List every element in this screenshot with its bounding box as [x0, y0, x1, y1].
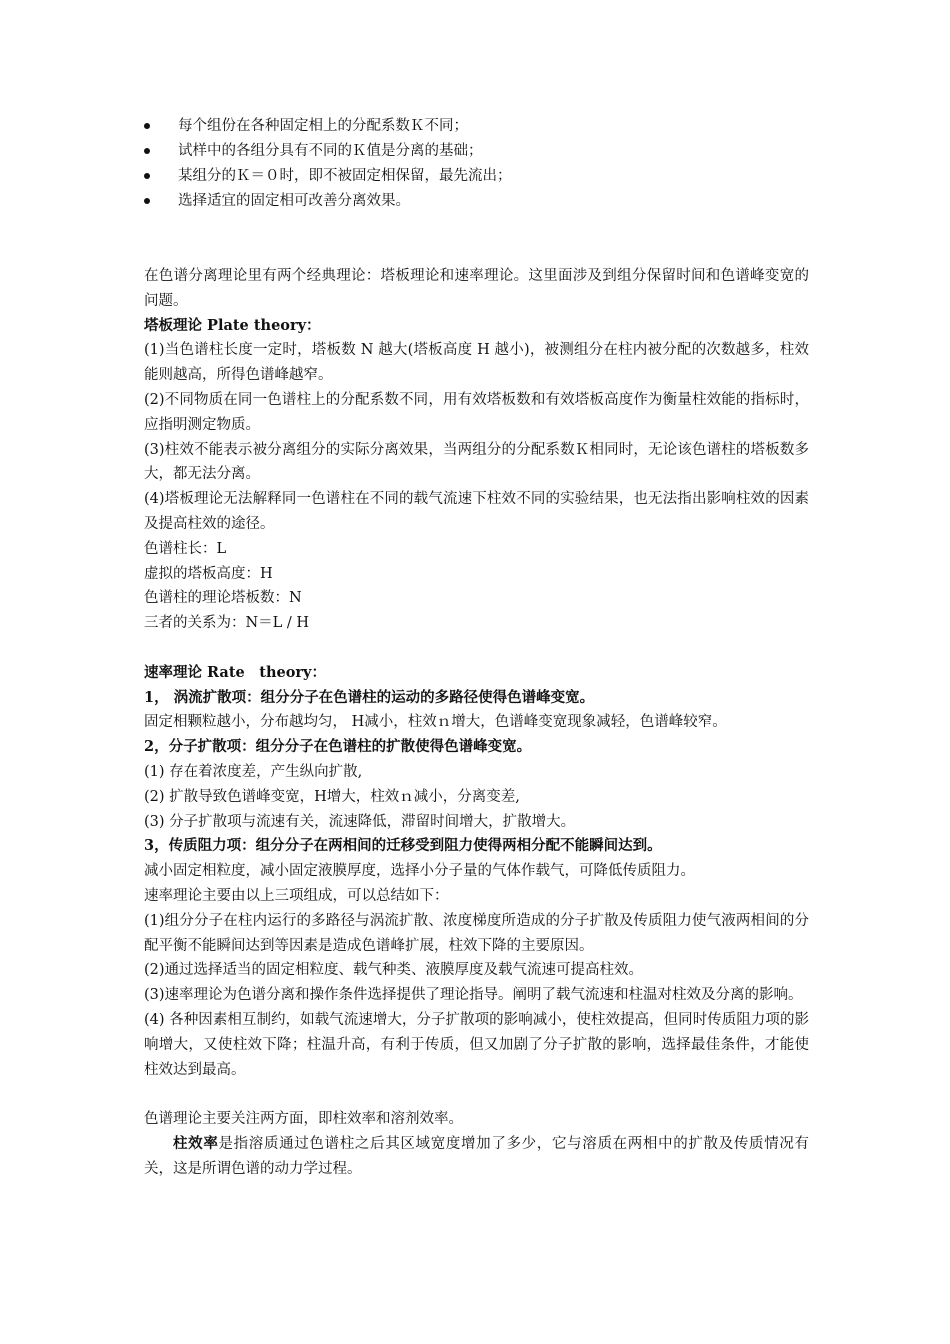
rate-summary-intro: 速率理论主要由以上三项组成，可以总结如下：: [144, 887, 449, 904]
body-text: [144, 264, 809, 1181]
closing-term-rest: 是指溶质通过色谱柱之后其区域宽度增加了多少，它与溶质在两相中的扩散及传质情况有关，这是所谓色谱的动力学过程。: [144, 1135, 810, 1177]
rate-summary-point: (3)速率理论为色谱分离和操作条件选择提供了理论指导。阐明了载气流速和柱温对柱效及分离的影响。: [144, 987, 803, 1004]
bullet-dot-icon: [144, 198, 150, 204]
bullet-text: 某组分的Ｋ＝０时，即不被固定相保留，最先流出；: [178, 168, 512, 184]
closing-paragraph: [144, 1132, 809, 1182]
spacer: [144, 636, 809, 661]
closing-term: 柱效率: [173, 1134, 219, 1152]
plate-definition: 色谱柱的理论塔板数：N: [144, 590, 302, 607]
rate-summary-point: (1)组分分子在柱内运行的多路径与涡流扩散、浓度梯度所造成的分子扩散及传质阻力使气液两相间的分配平衡不能瞬间达到等因素是造成色谱峰扩展，柱效下降的主要原因。: [144, 912, 809, 954]
rate-summary-point: (4) 各种因素相互制约，如载气流速增大，分子扩散项的影响减小，使柱效提高，但同时传质阻力项的影响增大，又使柱效下降；柱温升高，有利于传质，但又加剧了分子扩散的影响，选择最佳条件，才能使柱效达到最高。: [144, 1011, 809, 1078]
bullet-text: 每个组份在各种固定相上的分配系数Ｋ不同；: [178, 118, 468, 134]
plate-definition: 色谱柱长：L: [144, 540, 227, 557]
plate-theory-heading: 塔板理论 Plate theory：: [144, 316, 321, 334]
rate-item-title: 1， 涡流扩散项：组分分子在色谱柱的运动的多路径使得色谱峰变宽。: [144, 688, 595, 706]
intro-paragraph: 在色谱分离理论里有两个经典理论：塔板理论和速率理论。这里面涉及到组分保留时间和色谱峰变宽的问题。: [144, 268, 809, 309]
plate-point: (4)塔板理论无法解释同一色谱柱在不同的载气流速下柱效不同的实验结果，也无法指出影响柱效的因素及提高柱效的途径。: [144, 491, 809, 532]
plate-point: (1)当色谱柱长度一定时，塔板数 N 越大(塔板高度 H 越小)，被测组分在柱内被分配的次数越多，柱效能则越高，所得色谱峰越窄。: [144, 342, 809, 384]
plate-point: (2)不同物质在同一色谱柱上的分配系数不同，用有效塔板数和有效塔板高度作为衡量柱效能的指标时，应指明测定物质。: [144, 391, 809, 433]
plate-point: (3)柱效不能表示被分离组分的实际分离效果，当两组分的分配系数Ｋ相同时，无论该色谱柱的塔板数多大，都无法分离。: [144, 441, 809, 483]
bullet-item: [144, 139, 824, 164]
closing-line: 色谱理论主要关注两方面，即柱效率和溶剂效率。: [144, 1111, 463, 1128]
rate-item-title: 2，分子扩散项：组分分子在色谱柱的扩散使得色谱峰变宽。: [144, 738, 532, 756]
rate-item-point: (3) 分子扩散项与流速有关，流速降低，滞留时间增大，扩散增大。: [144, 813, 576, 830]
bullet-dot-icon: [144, 148, 150, 154]
rate-item-text: 减小固定相粒度，减小固定液膜厚度，选择小分子量的气体作载气，可降低传质阻力。: [144, 863, 695, 880]
plate-definition: 虚拟的塔板高度：H: [144, 565, 273, 582]
bullet-item: [144, 114, 824, 139]
bullet-item: [144, 164, 824, 189]
rate-item-title: 3，传质阻力项：组分分子在两相间的迁移受到阻力使得两相分配不能瞬间达到。: [144, 837, 662, 855]
rate-item-text: 固定相颗粒越小，分布越均匀， H减小，柱效ｎ增大，色谱峰变宽现象减轻，色谱峰较窄。: [144, 714, 727, 731]
bullet-dot-icon: [144, 173, 150, 179]
rate-summary-point: (2)通过选择适当的固定相粒度、载气种类、液膜厚度及载气流速可提高柱效。: [144, 962, 644, 979]
bullet-dot-icon: [144, 123, 150, 129]
bullet-text: 选择适宜的固定相可改善分离效果。: [178, 193, 410, 209]
bullet-text: 试样中的各组分具有不同的Ｋ值是分离的基础；: [178, 143, 483, 159]
spacer: [144, 1082, 809, 1107]
rate-item-point: (1) 存在着浓度差，产生纵向扩散,: [144, 763, 363, 780]
bullet-list: [144, 114, 824, 214]
plate-definition: 三者的关系为：N＝L / H: [144, 615, 310, 632]
rate-item-point: (2) 扩散导致色谱峰变宽，H增大，柱效ｎ减小，分离变差,: [144, 788, 520, 805]
bullet-item: [144, 189, 824, 214]
rate-theory-heading: 速率理论 Rate theory：: [144, 663, 326, 681]
